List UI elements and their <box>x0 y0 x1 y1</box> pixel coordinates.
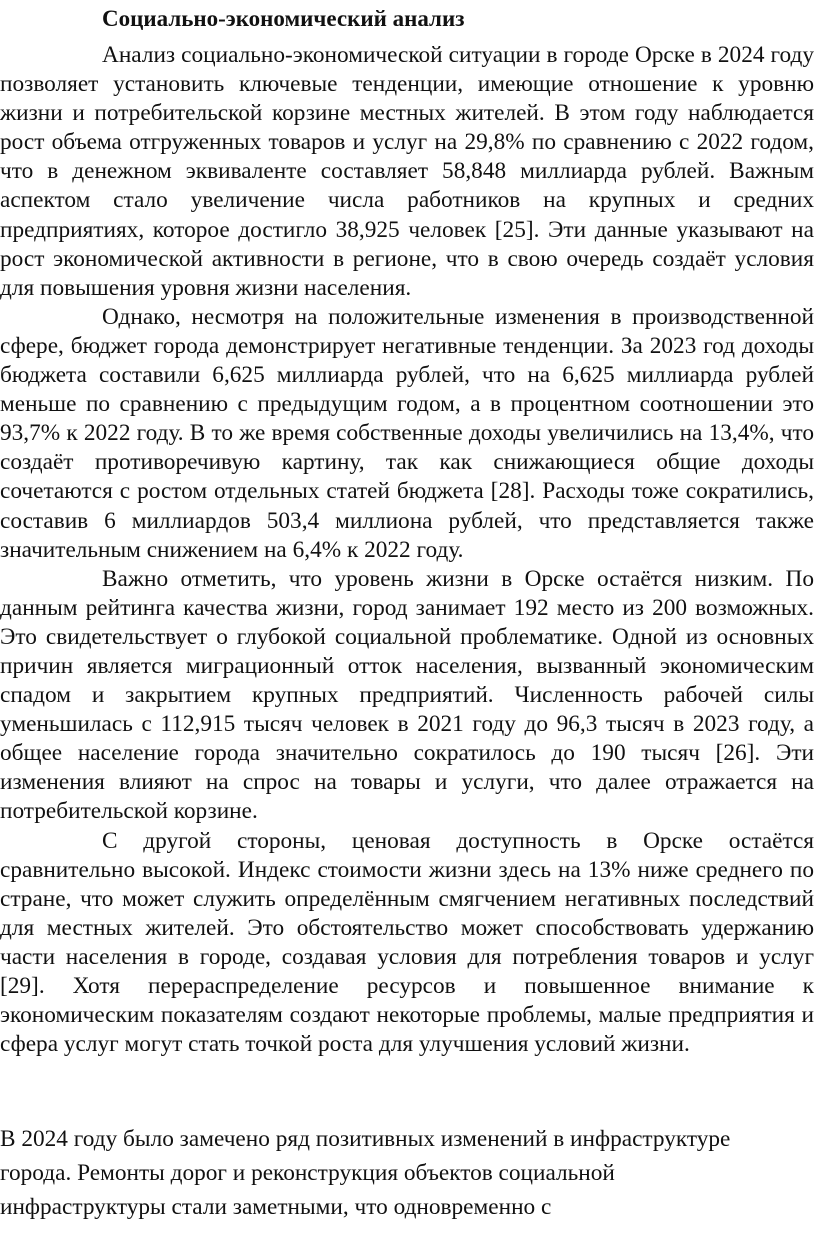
document-body <box>0 41 814 1059</box>
tail-line: В 2024 году было замечено ряд позитивных изменений в инфраструктуре <box>0 1126 731 1152</box>
document-tail <box>0 1122 814 1224</box>
tail-line: инфраструктуры стали заметными, что одновременно с <box>0 1194 552 1220</box>
paragraph-intro: Анализ социально-экономической ситуации в городе Орске в 2024 году позволяет установить ключевые тенденции, имеющие отношение к уровню жизни и потребительской корзине местных жителей. В этом году наблюдается рост объема отгруженных товаров и услуг на 29,8% по сравнению с 2022 годом, что в денежном эквиваленте составляет 58,848 миллиарда рублей. Важным аспектом стало увеличение числа работников на крупных и средних предприятиях, которое достигло 38,925 человек [25]. Эти данные указывают на рост экономической активности в регионе, что в свою очередь создаёт условия для повышения уровня жизни населения. <box>0 42 814 301</box>
paragraph-budget: Однако, несмотря на положительные изменения в производственной сфере, бюджет города демонстрирует негативные тенденции. За 2023 год доходы бюджета составили 6,625 миллиарда рублей, что на 6,625 миллиарда рублей меньше по сравнению с предыдущим годом, а в процентном соотношении это 93,7% к 2022 году. В то же время собственные доходы увеличились на 13,4%, что создаёт противоречивую картину, так как снижающиеся общие доходы сочетаются с ростом отдельных статей бюджета [28]. Расходы тоже сократились, составив 6 миллиардов 503,4 миллиона рублей, что представляется также значительным снижением на 6,4% к 2022 году. <box>0 303 814 563</box>
tail-line: города. Ремонты дорог и реконструкция объектов социальной <box>0 1160 615 1186</box>
paragraph-affordability: С другой стороны, ценовая доступность в Орске остаётся сравнительно высокой. Индекс стоимости жизни здесь на 13% ниже среднего по стране, что может служить определённым смягчением негативных последствий для местных жителей. Это обстоятельство может способствовать удержанию части населения в городе, создавая условия для потребления товаров и услуг [29]. Хотя перераспределение ресурсов и повышенное внимание к экономическим показателям создают некоторые проблемы, малые предприятия и сфера услуг могут стать точкой роста для улучшения условий жизни. <box>0 827 814 1058</box>
document-heading: Социально-экономический анализ <box>102 6 465 31</box>
paragraph-living-standard: Важно отметить, что уровень жизни в Орске остаётся низким. По данным рейтинга качества жизни, город занимает 192 место из 200 возможных. Это свидетельствует о глубокой социальной проблематике. Одной из основных причин является миграционный отток населения, вызванный экономическим спадом и закрытием крупных предприятий. Численность рабочей силы уменьшилась с 112,915 тысяч человек в 2021 году до 96,3 тысяч в 2023 году, а общее население города значительно сократилось до 190 тысяч [26]. Эти изменения влияют на спрос на товары и услуги, что далее отражается на потребительской корзине. <box>0 565 814 825</box>
